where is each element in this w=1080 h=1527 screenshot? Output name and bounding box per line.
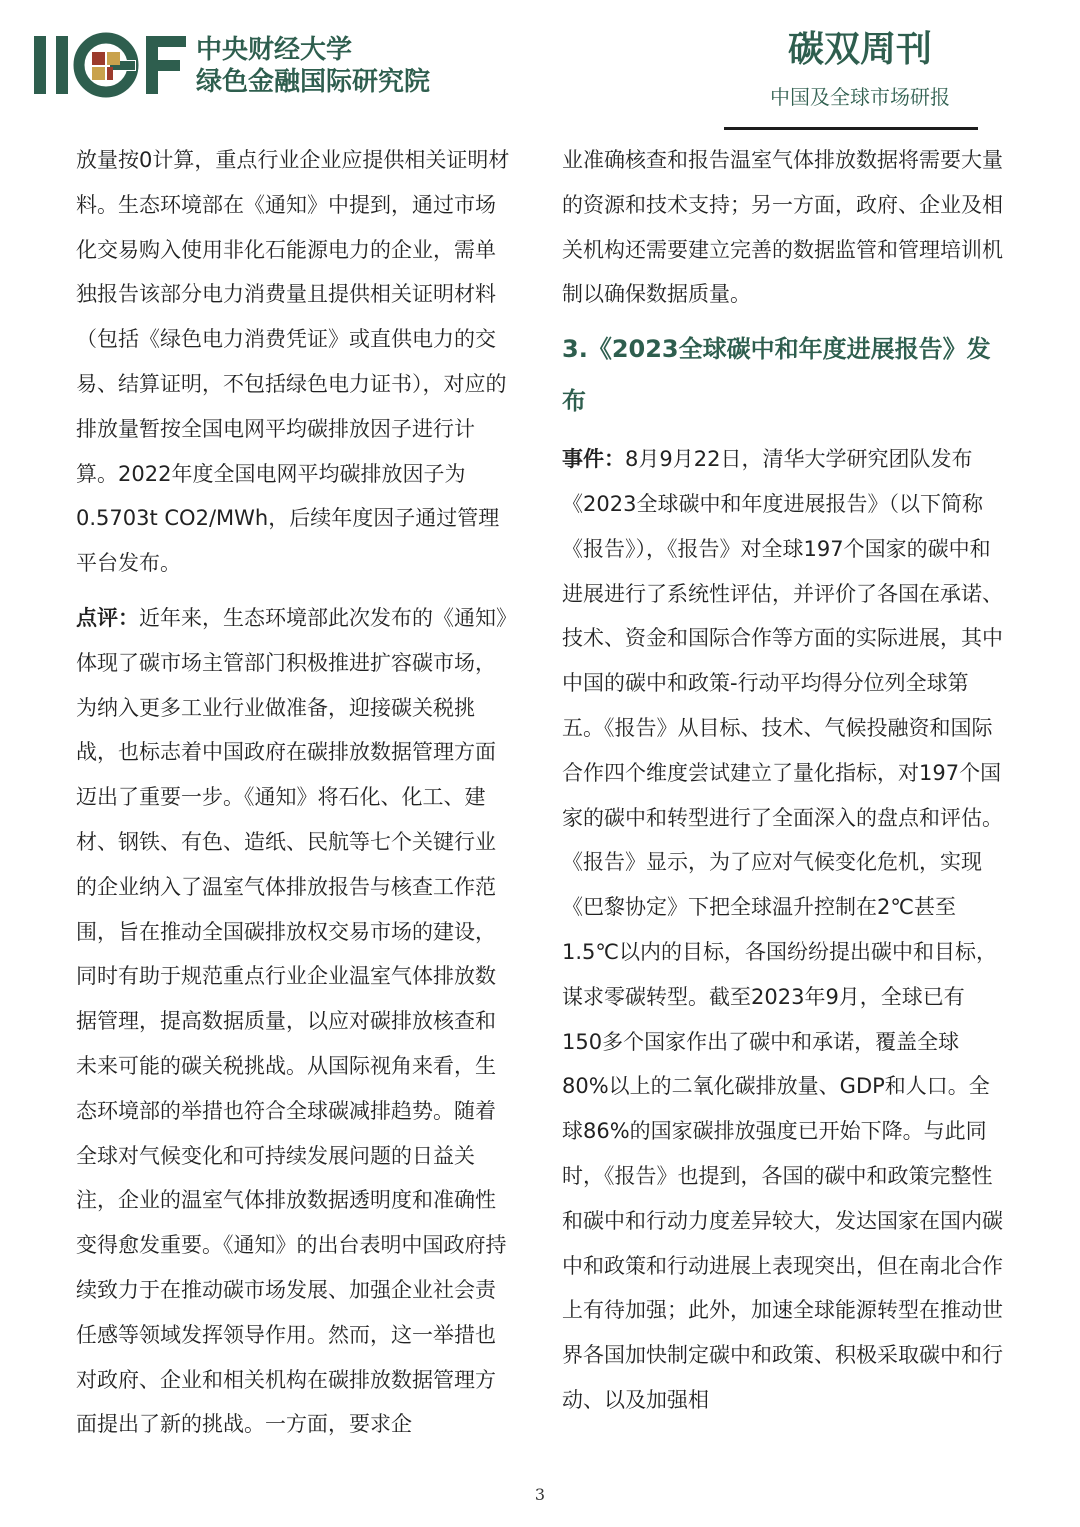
- event-paragraph: [562, 437, 1004, 1423]
- institute-name: [196, 34, 430, 98]
- comment-text: 近年来，生态环境部此次发布的《通知》体现了碳市场主管部门积极推进扩容碳市场，为纳入更多工业行业做准备，迎接碳关税挑战，也标志着中国政府在碳排放数据管理方面迈出了重要一步。《通知》将石化、化工、建材、钢铁、有色、造纸、民航等七个关键行业的企业纳入了温室气体排放报告与核查工作范围，旨在推动全国碳排放权交易市场的建设，同时有助于规范重点行业企业温室气体排放数据管理，提高数据质量，以应对碳排放核查和未来可能的碳关税挑战。从国际视角来看，生态环境部的举措也符合全球碳减排趋势。随着全球对气候变化和可持续发展问题的日益关注，企业的温室气体排放数据透明度和准确性变得愈发重要。《通知》的出台表明中国政府持续致力于在推动碳市场发展、加强企业社会责任感等领域发挥领导作用。然而，这一举措也对政府、企业和相关机构在碳排放数据管理方面提出了新的挑战。一方面，要求企: [76, 605, 507, 1437]
- comment-label: 点评：: [76, 605, 139, 630]
- page-number: 3: [534, 1485, 546, 1504]
- right-paragraph-1: 业准确核查和报告温室气体排放数据将需要大量的资源和技术支持；另一方面，政府、企业及相关机构还需要建立完善的数据监管和管理培训机制以确保数据质量。: [562, 148, 1003, 307]
- event-text: 8月9月22日，清华大学研究团队发布《2023全球碳中和年度进展报告》（以下简称《报告》），《报告》对全球197个国家的碳中和进展进行了系统性评估，并评价了各国在承诺、技术、资金和国际合作等方面的实际进展，其中中国的碳中和政策-行动平均得分位列全球第五。《报告》从目标、技术、气候投融资和国际合作四个维度尝试建立了量化指标，对197个国家的碳中和转型进行了全面深入的盘点和评估。《报告》显示，为了应对气候变化危机，实现《巴黎协定》下把全球温升控制在2℃甚至1.5℃以内的目标，各国纷纷提出碳中和目标，谋求零碳转型。截至2023年9月，全球已有150多个国家作出了碳中和承诺，覆盖全球80%以上的二氧化碳排放量、GDP和人口。全球86%的国家碳排放强度已开始下降。与此同时，《报告》也提到，各国的碳中和政策完整性和碳中和行动力度差异较大，发达国家在国内碳中和政策和行动进展上表现突出，但在南北合作上有待加强；此外，加速全球能源转型在推动世界各国加快制定碳中和政策、积极采取碳中和行动、以及加强相: [562, 447, 1003, 1412]
- section-heading: 3.《2023全球碳中和年度进展报告》发布: [562, 335, 991, 416]
- left-column: [76, 138, 516, 1447]
- comment-paragraph: [76, 596, 516, 1447]
- event-label: 事件：: [562, 447, 625, 472]
- journal-header: [770, 28, 950, 110]
- header-divider: [724, 127, 978, 130]
- institute-line-2: 绿色金融国际研究院: [196, 67, 431, 97]
- right-column: [562, 138, 1004, 1423]
- journal-subtitle: 中国及全球市场研报: [770, 85, 950, 109]
- journal-title: 碳双周刊: [787, 29, 932, 70]
- iigf-logo: [30, 30, 190, 100]
- institute-line-1: 中央财经大学: [196, 35, 353, 65]
- iigf-logo-mark: [30, 30, 190, 100]
- left-paragraph-1: 放量按0计算，重点行业企业应提供相关证明材料。生态环境部在《通知》中提到，通过市场化交易购入使用非化石能源电力的企业，需单独报告该部分电力消费量且提供相关证明材料（包括《绿色电力消费凭证》或直供电力的交易、结算证明，不包括绿色电力证书），对应的排放量暂按全国电网平均碳排放因子进行计算。2022年度全国电网平均碳排放因子为0.5703t CO2/MWh，后续年度因子通过管理平台发布。: [76, 148, 510, 576]
